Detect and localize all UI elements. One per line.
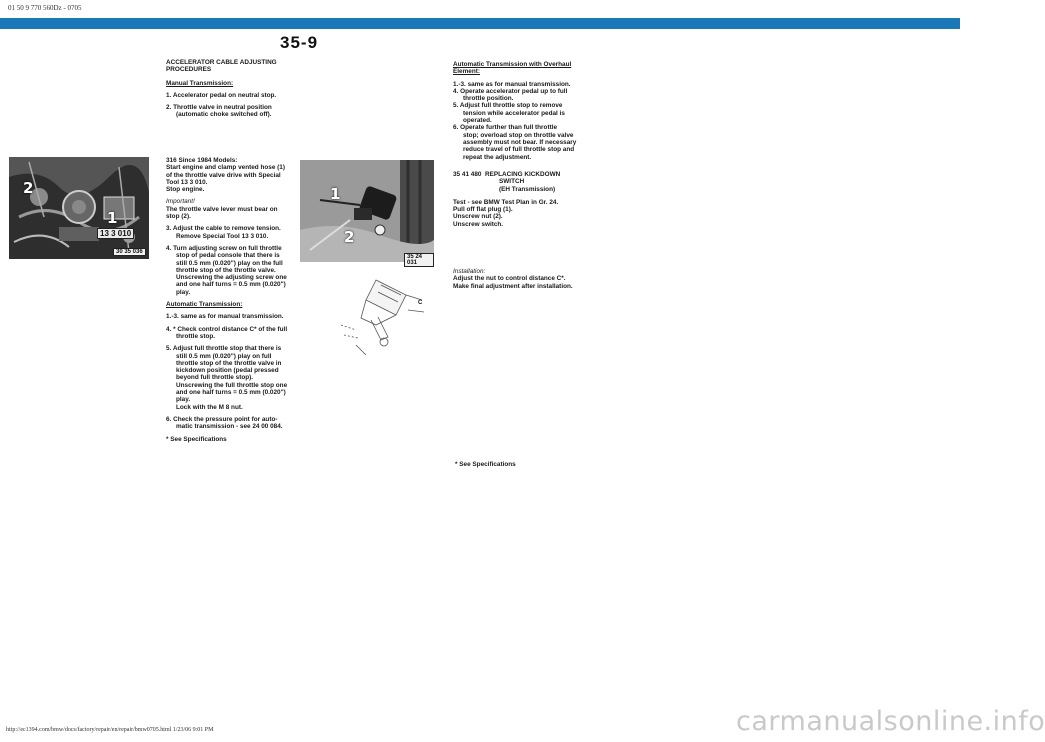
- text-line: Adjust the nut to control distance C*.: [453, 275, 566, 283]
- text-line: SWITCH: [499, 178, 525, 186]
- text-line: stop of pedal console that there is: [176, 252, 280, 260]
- overhaul-heading-2: Element:: [453, 68, 480, 76]
- left-column-main: [166, 157, 301, 443]
- text-line: 1.-3. same as for manual transmission.: [453, 80, 571, 88]
- text-line: Remove Special Tool 13 3 010.: [176, 232, 269, 240]
- text-line: of the throttle valve drive with Special: [166, 171, 281, 179]
- dimension-label-c: C: [418, 300, 423, 306]
- text-line: still 0.5 mm (0.020") play on the full: [176, 259, 283, 267]
- auto-heading: Automatic Transmission:: [166, 301, 243, 309]
- text-line: repeat the adjustment.: [463, 153, 532, 161]
- see-specifications: * See Specifications: [166, 435, 227, 443]
- kickdown-switch-photo: [300, 160, 434, 266]
- text-line: and one half turns = 0.5 mm (0.020"): [176, 389, 286, 397]
- text-line: throttle stop of the throttle valve.: [176, 266, 276, 274]
- engine-photo: [9, 157, 149, 259]
- text-line: 5. Adjust full throttle stop that there is: [166, 345, 282, 353]
- kickdown-section: [453, 171, 593, 228]
- text-line: Unscrewing the full throttle stop one: [176, 381, 288, 389]
- text-line: beyond full throttle stop).: [176, 374, 254, 382]
- figure-tag: 35 24 031: [404, 253, 434, 267]
- text-line: throttle position.: [463, 95, 514, 103]
- models-heading: 316 Since 1984 Models:: [166, 157, 238, 164]
- footer-url: http://ec1394.com/bmw/docs/factory/repair/en/repair/bmw0705.html 1/23/06 9:01 PM: [6, 727, 214, 733]
- text-line: stop; overload stop on throttle valve: [463, 131, 574, 139]
- section-title-2: PROCEDURES: [166, 66, 212, 74]
- watermark: carmanualsonline.info: [736, 706, 1045, 737]
- text-line: play.: [176, 396, 191, 404]
- text-line: 4. * Check control distance C* of the full: [166, 325, 288, 333]
- callout-2: 2: [344, 228, 355, 246]
- header-bar: [0, 18, 960, 29]
- engine-photo-art: [9, 157, 149, 259]
- text-line: 6. Operate further than full throttle: [453, 124, 558, 132]
- text-line: assembly must not bear. If necessary: [463, 138, 577, 146]
- text-line: Unscrew nut (2).: [453, 213, 503, 221]
- text-line: throttle stop.: [176, 332, 216, 340]
- callout-1: 1: [107, 209, 118, 227]
- switch-diagram-art: [336, 270, 432, 360]
- text-line: tension while accelerator pedal is: [463, 109, 565, 117]
- text-line: Lock with the M 8 nut.: [176, 403, 243, 411]
- document-header: 01 50 9 770 560Dz - 0705: [8, 4, 82, 12]
- installation-section: [453, 268, 593, 290]
- text-line: Make final adjustment after installation.: [453, 282, 573, 290]
- text-line: 5. Adjust full throttle stop to remove: [453, 102, 563, 110]
- text-line: 1.-3. same as for manual transmission.: [166, 313, 284, 321]
- manual-heading: Manual Transmission:: [166, 79, 234, 87]
- text-line: kickdown position (pedal pressed: [176, 367, 279, 375]
- text-line: The throttle valve lever must bear on: [166, 205, 278, 213]
- step-2: 2. Throttle valve in neutral position: [166, 104, 272, 112]
- important-label: Important!: [166, 198, 195, 206]
- section-number: 35 41 480: [453, 171, 482, 178]
- text-line: and one half turns = 0.5 mm (0.020"): [176, 281, 286, 289]
- right-see-specifications: * See Specifications: [455, 461, 516, 468]
- text-line: operated.: [463, 117, 492, 125]
- right-column-top: [453, 61, 593, 161]
- text-line: play.: [176, 288, 191, 296]
- installation-label: Installation:: [453, 268, 486, 275]
- step-4: 4. Turn adjusting screw on full throttle: [166, 244, 282, 252]
- section-title: ACCELERATOR CABLE ADJUSTING: [166, 59, 277, 66]
- section-title-kickdown: REPLACING KICKDOWN: [485, 171, 561, 178]
- kickdown-photo-art: [300, 160, 434, 262]
- text-line: stop (2).: [166, 213, 191, 221]
- text-line: 6. Check the pressure point for auto-: [166, 415, 278, 423]
- text-line: Tool 13 3 010.: [166, 178, 208, 186]
- step-2-cont: (automatic choke switched off).: [176, 111, 272, 119]
- text-line: throttle stop of the throttle valve in: [176, 359, 282, 367]
- left-column-top: [166, 59, 301, 119]
- page-number: 35-9: [280, 33, 319, 52]
- figure-tag: 30 35 036: [113, 248, 146, 256]
- text-line: matic transmission - see 24 00 084.: [176, 423, 283, 431]
- text-line: Unscrewing the adjusting screw one: [176, 274, 287, 282]
- callout-2: 2: [23, 179, 34, 197]
- step-1: 1. Accelerator pedal on neutral stop.: [166, 91, 277, 99]
- callout-1: 1: [330, 185, 341, 203]
- step-3: 3. Adjust the cable to remove tension.: [166, 225, 281, 233]
- text-line: 4. Operate accelerator pedal up to full: [453, 87, 568, 95]
- text-line: Unscrew switch.: [453, 220, 504, 228]
- text-line: Stop engine.: [166, 186, 205, 194]
- overhaul-heading: Automatic Transmission with Overhaul: [453, 61, 572, 68]
- text-line: (EH Transmission): [499, 185, 556, 193]
- tool-number-label: 13 3 010: [97, 228, 134, 239]
- text-line: still 0.5 mm (0.020") play on full: [176, 352, 272, 360]
- text-line: Start engine and clamp vented hose (1): [166, 164, 285, 172]
- text-line: Pull off flat plug (1).: [453, 206, 513, 214]
- text-line: Test - see BMW Test Plan in Gr. 24.: [453, 198, 559, 206]
- text-line: reduce travel of full throttle stop and: [463, 146, 575, 154]
- switch-diagram: [336, 270, 432, 360]
